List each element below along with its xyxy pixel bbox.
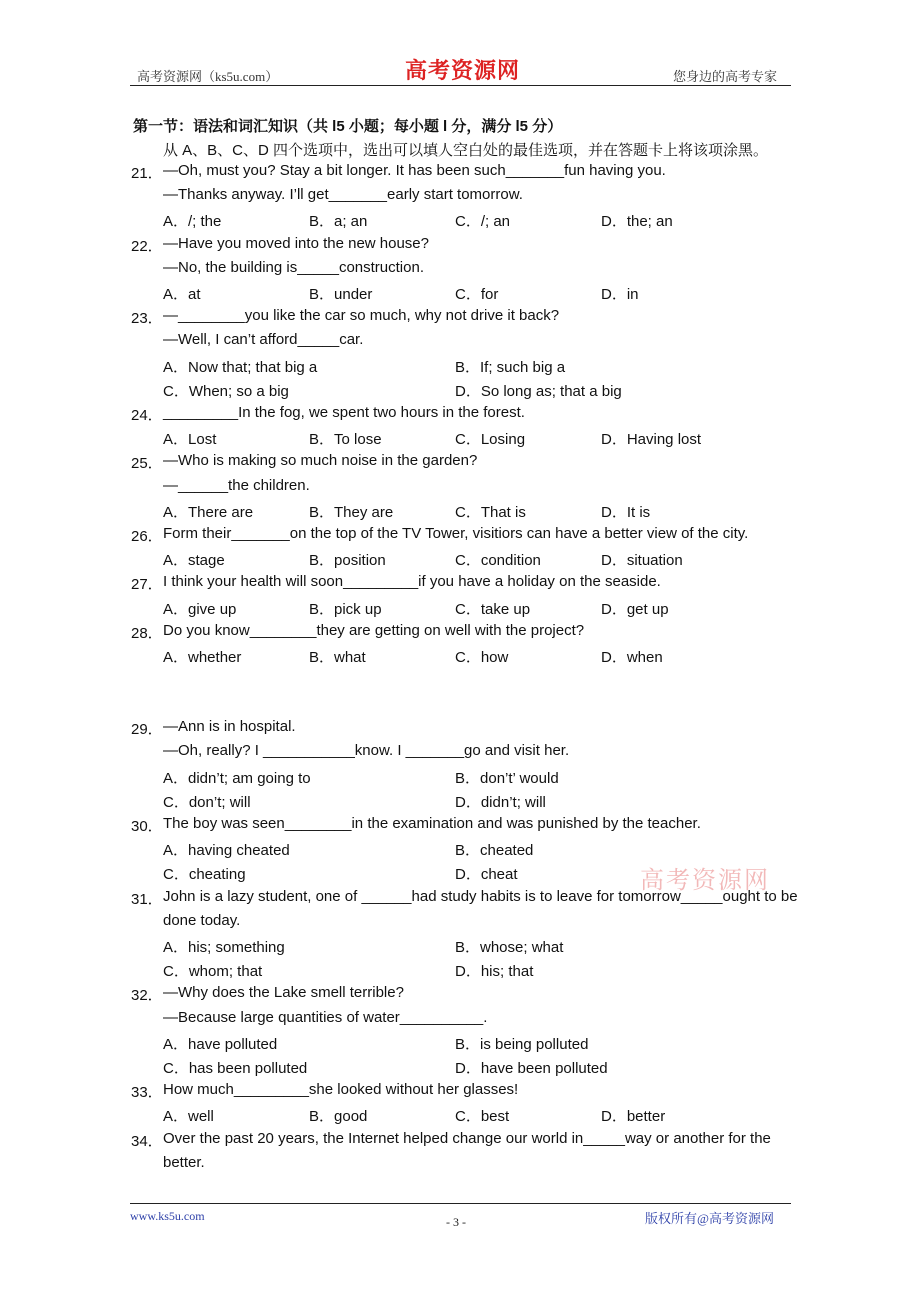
question-text: John is a lazy student, one of ______had study habits is to leave for tomorrow_____ought to be: [163, 887, 798, 905]
answer-option[interactable]: C．When; so a big: [163, 382, 289, 400]
answer-option[interactable]: C．best: [455, 1108, 510, 1126]
answer-option[interactable]: A．having cheated: [163, 842, 290, 860]
answer-option[interactable]: A．at: [163, 286, 201, 303]
question-text: —Because large quantities of water__________.: [163, 1008, 488, 1026]
question-number: 33．: [131, 1084, 163, 1102]
answer-option[interactable]: B．is being polluted: [455, 1035, 589, 1053]
question-text: —Well, I can’t afford_____car.: [163, 331, 364, 349]
answer-option[interactable]: A．give up: [163, 600, 237, 618]
question-number: 24．: [131, 407, 163, 424]
question-number: 32．: [131, 987, 163, 1005]
header-slogan: 您身边的高考专家: [673, 69, 778, 84]
answer-option[interactable]: A．Now that; that big a: [163, 358, 318, 376]
question-text: —Why does the Lake smell terrible?: [163, 984, 404, 1002]
question-text: —Have you moved into the new house?: [163, 234, 429, 252]
answer-option[interactable]: D．So long as; that a big: [455, 382, 622, 400]
page-number: - 3 -: [446, 1215, 466, 1229]
answer-option[interactable]: B．They are: [309, 503, 394, 521]
question-text: —Oh, must you? Stay a bit longer. It has been such_______fun having you.: [163, 162, 666, 179]
answer-option[interactable]: B．If; such big a: [455, 358, 566, 376]
answer-option[interactable]: B．position: [309, 552, 386, 570]
question-text: better.: [163, 1153, 205, 1171]
answer-option[interactable]: B．a; an: [309, 213, 368, 231]
answer-option[interactable]: A．whether: [163, 649, 242, 666]
answer-option[interactable]: C．Losing: [455, 431, 526, 449]
answer-option[interactable]: B．cheated: [455, 842, 534, 860]
answer-option[interactable]: A．/; the: [163, 213, 222, 231]
answer-option[interactable]: D．his; that: [455, 963, 534, 981]
answer-option[interactable]: A．his; something: [163, 939, 285, 956]
answer-option[interactable]: C．has been polluted: [163, 1060, 308, 1077]
answer-option[interactable]: D．didn’t; will: [455, 793, 546, 811]
answer-option[interactable]: A．well: [163, 1108, 214, 1126]
answer-option[interactable]: C．cheating: [163, 866, 246, 884]
question-text: —______the children.: [163, 476, 310, 494]
answer-option[interactable]: A．There are: [163, 503, 254, 521]
answer-option[interactable]: D．the; an: [601, 213, 673, 231]
question-number: 22．: [131, 237, 163, 255]
question-number: 29．: [131, 721, 163, 739]
question-number: 26．: [131, 528, 163, 545]
watermark: 高考资源网: [640, 866, 770, 894]
question-number: 28．: [131, 624, 163, 642]
footer-divider: [130, 1203, 791, 1204]
header-divider: [130, 85, 791, 86]
answer-option[interactable]: B．don’t’ would: [455, 769, 559, 787]
question-text: —Who is making so much noise in the garden?: [163, 452, 478, 470]
question-number: 34．: [131, 1132, 163, 1150]
answer-option[interactable]: D．have been polluted: [455, 1060, 608, 1077]
answer-option[interactable]: A．stage: [163, 552, 225, 570]
question-text: —________you like the car so much, why not drive it back?: [163, 307, 560, 325]
answer-option[interactable]: C．take up: [455, 600, 531, 618]
section-title: 第一节：语法和词汇知识（共 l5 小题；每小题 l 分，满分 l5 分）: [133, 118, 563, 135]
answer-option[interactable]: A．didn’t; am going to: [163, 769, 311, 787]
answer-option[interactable]: D．when: [601, 649, 663, 666]
answer-option[interactable]: D．better: [601, 1108, 666, 1126]
answer-option[interactable]: B．To lose: [309, 431, 382, 449]
answer-option[interactable]: D．It is: [601, 503, 651, 521]
question-number: 23．: [131, 310, 163, 328]
question-text: done today.: [163, 911, 241, 929]
footer-link[interactable]: www.ks5u.com: [130, 1209, 205, 1223]
question-text: Form their_______on the top of the TV Tower, visitiors can have a better view of the city.: [163, 525, 749, 542]
question-text: Over the past 20 years, the Internet helped change our world in_____way or another for the: [163, 1129, 771, 1147]
answer-option[interactable]: B．under: [309, 286, 373, 303]
answer-option[interactable]: D．get up: [601, 600, 669, 618]
question-number: 27．: [131, 576, 163, 594]
answer-option[interactable]: C．don’t; will: [163, 793, 251, 811]
answer-option[interactable]: B．pick up: [309, 600, 382, 618]
answer-option[interactable]: C．for: [455, 286, 499, 303]
question-text: —Thanks anyway. I’ll get_______early start tomorrow.: [163, 186, 523, 204]
header-logo: 高考资源网: [405, 58, 521, 84]
question-text: _________In the fog, we spent two hours in the forest.: [163, 404, 525, 421]
answer-option[interactable]: C．condition: [455, 552, 541, 570]
answer-option[interactable]: D．situation: [601, 552, 683, 570]
question-text: —No, the building is_____construction.: [163, 258, 424, 276]
answer-option[interactable]: D．in: [601, 286, 639, 303]
footer-copyright: 版权所有@高考资源网: [645, 1211, 774, 1226]
question-text: I think your health will soon_________if you have a holiday on the seaside.: [163, 573, 661, 591]
header-site-name: 高考资源网（ks5u.com）: [137, 69, 279, 84]
answer-option[interactable]: C．/; an: [455, 213, 511, 231]
question-number: 21．: [131, 165, 163, 182]
question-number: 30．: [131, 818, 163, 835]
answer-option[interactable]: D．Having lost: [601, 431, 702, 449]
answer-option[interactable]: D．cheat: [455, 866, 518, 884]
answer-option[interactable]: A．have polluted: [163, 1035, 278, 1053]
answer-option[interactable]: C．That is: [455, 503, 526, 521]
answer-option[interactable]: C．how: [455, 649, 509, 666]
answer-option[interactable]: B．whose; what: [455, 939, 564, 956]
question-text: How much_________she looked without her glasses!: [163, 1081, 519, 1099]
question-text: —Oh, really? I ___________know. I _______go and visit her.: [163, 742, 570, 760]
question-text: Do you know________they are getting on well with the project?: [163, 621, 585, 639]
question-number: 25．: [131, 455, 163, 473]
answer-option[interactable]: B．what: [309, 649, 366, 666]
question-text: The boy was seen________in the examination and was punished by the teacher.: [163, 815, 701, 832]
question-text: —Ann is in hospital.: [163, 718, 296, 736]
answer-option[interactable]: C．whom; that: [163, 963, 263, 981]
section-instruction: 从 A、B、C、D 四个选项中，选出可以填人空白处的最佳选项，并在答题卡上将该项涂黑。: [163, 142, 769, 159]
question-number: 31．: [131, 890, 163, 908]
answer-option[interactable]: B．good: [309, 1108, 368, 1126]
answer-option[interactable]: A．Lost: [163, 431, 217, 449]
